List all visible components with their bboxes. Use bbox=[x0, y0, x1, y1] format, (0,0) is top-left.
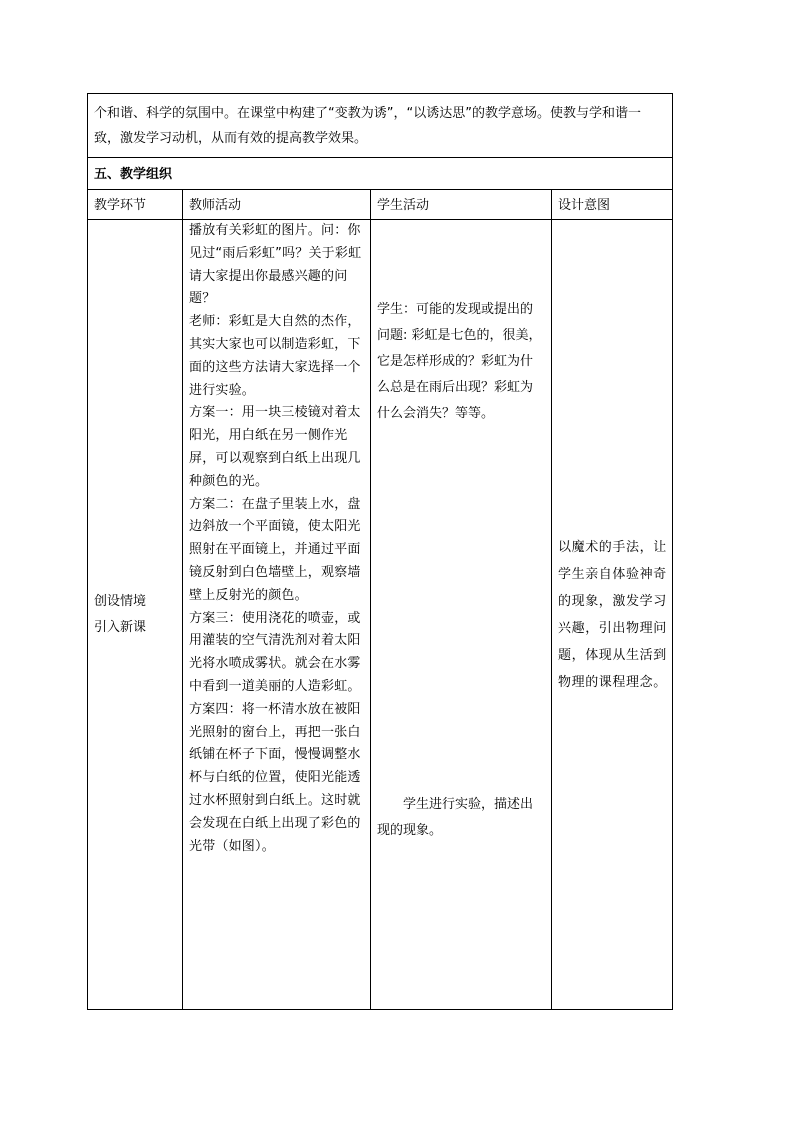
student-activity-cell bbox=[371, 220, 552, 1010]
header-stage: 教学环节 bbox=[88, 190, 183, 220]
section-title: 五、教学组织 bbox=[88, 158, 673, 190]
teacher-paragraph: 方案三：使用浇花的喷壶，或用灌装的空气清洗剂对着太阳光将水喷成雾状。就会在水雾中看到一道美丽的人造彩虹。 bbox=[189, 610, 361, 694]
design-intent-cell: 以魔术的手法，让学生亲自体验神奇的现象，激发学习兴趣，引出物理问题，体现从生活到物理的课程理念。 bbox=[552, 220, 673, 1010]
stage-line-1: 创设情境 bbox=[94, 593, 147, 609]
teacher-paragraph: 播放有关彩虹的图片。问：你见过“雨后彩虹”吗？关于彩虹请大家提出你最感兴趣的问题？ bbox=[189, 223, 362, 307]
section-row bbox=[88, 158, 673, 190]
header-student: 学生活动 bbox=[371, 190, 552, 220]
student-activity-text: 学生：可能的发现或提出的问题: 彩虹是七色的，很美，它是怎样形成的？彩虹为什么总是在雨后出现？彩虹为什么会消失？等等。 bbox=[377, 302, 542, 421]
intro-paragraph: 个和谐、科学的氛围中。在课堂中构建了“变教为诱”，“以诱达思”的教学意场。使教与学和谐一致，激发学习动机，从而有效的提高教学效果。 bbox=[88, 94, 673, 158]
teacher-paragraph: 方案二：在盘子里装上水，盘边斜放一个平面镜，使太阳光照射在平面镜上，并通过平面镜反射到白色墙壁上，观察墙壁上反射光的颜色。 bbox=[189, 496, 361, 603]
teacher-paragraph: 老师：彩虹是大自然的杰作，其实大家也可以制造彩虹，下面的这些方法请大家选择一个进行实验。 bbox=[189, 314, 361, 398]
teacher-paragraph: 方案一：用一块三棱镜对着太阳光，用白纸在另一侧作光屏，可以观察到白纸上出现几种颜色的光。 bbox=[189, 405, 361, 489]
teacher-activity-cell bbox=[183, 220, 371, 1010]
header-row bbox=[88, 190, 673, 220]
stage-cell bbox=[88, 220, 183, 1010]
table-row bbox=[88, 220, 673, 1010]
intro-row bbox=[88, 94, 673, 158]
header-intent: 设计意图 bbox=[552, 190, 673, 220]
lesson-plan-table bbox=[87, 93, 673, 1010]
student-activity-text: 学生进行实验，描述出现的现象。 bbox=[377, 797, 534, 838]
header-teacher: 教师活动 bbox=[183, 190, 371, 220]
stage-line-2: 引入新课 bbox=[94, 619, 147, 635]
teacher-paragraph: 方案四：将一杯清水放在被阳光照射的窗台上，再把一张白纸铺在杯子下面，慢慢调整水杯与白纸的位置，使阳光能透过水杯照射到白纸上。这时就会发现在白纸上出现了彩色的光带（如图）。 bbox=[189, 701, 361, 854]
